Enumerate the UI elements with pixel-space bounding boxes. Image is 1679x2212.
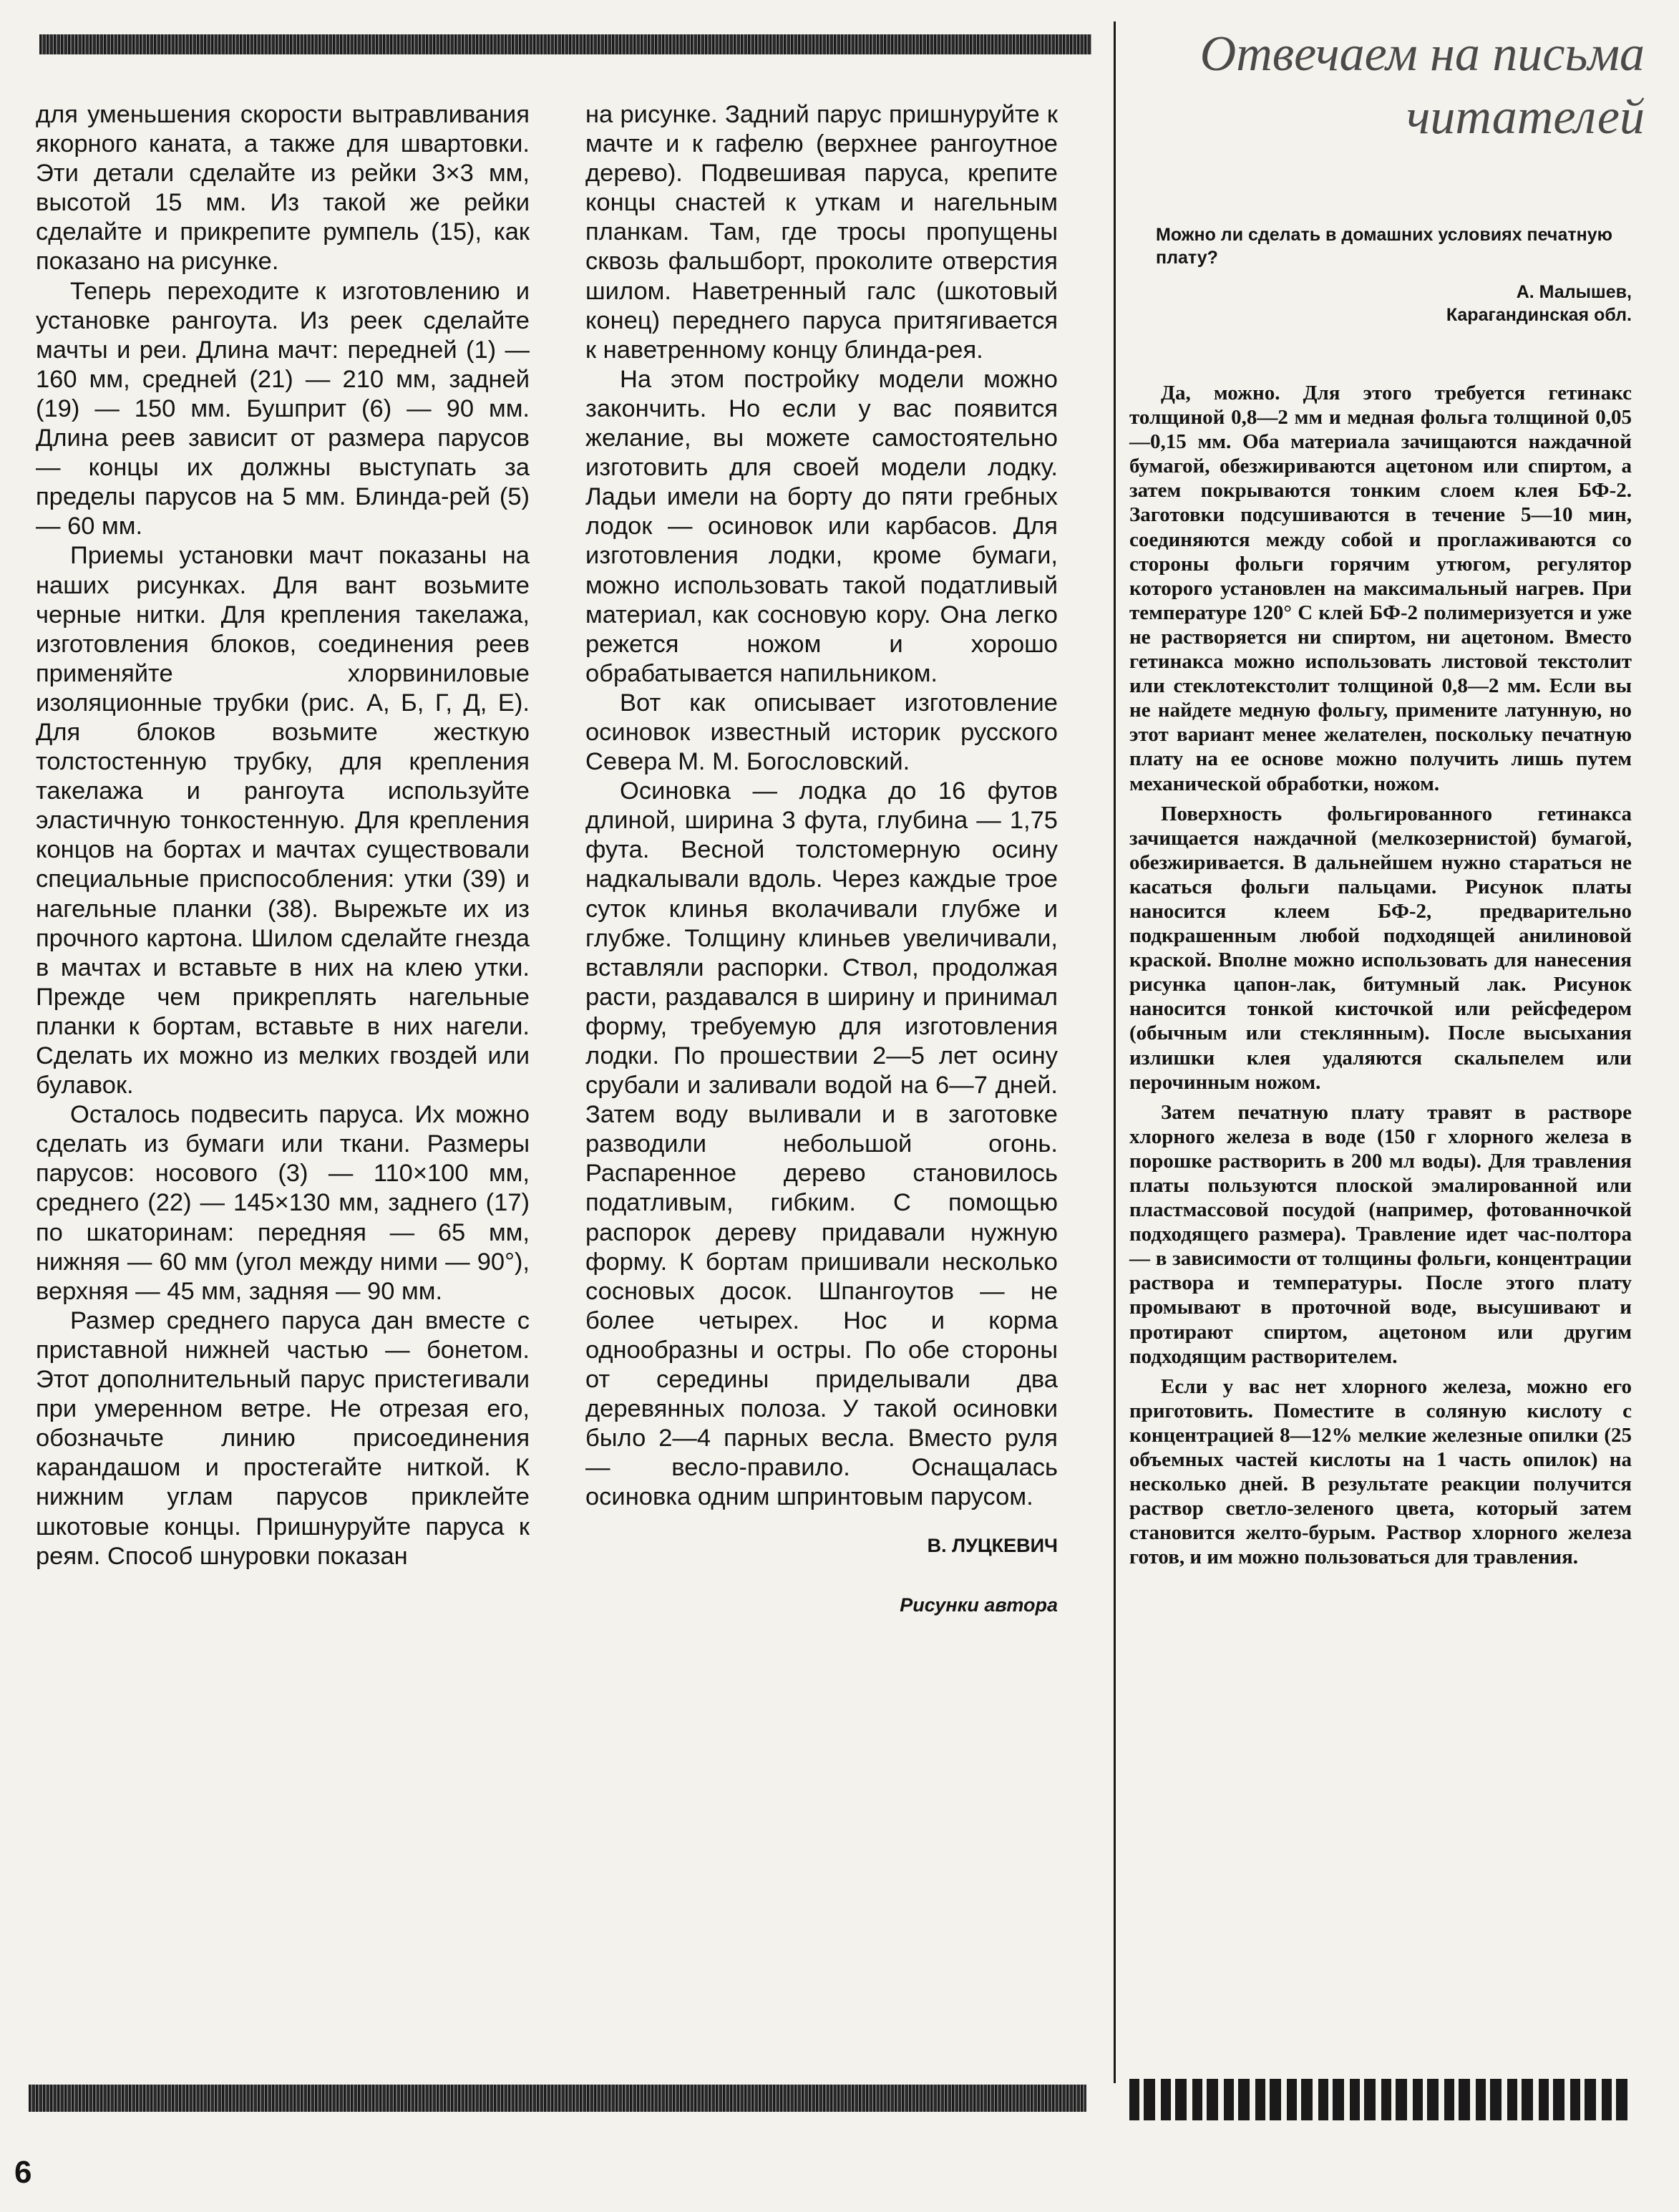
article-paragraph: Вот как описывает изготовление осиновок известный историк русского Севера М. М. Богословский. — [585, 689, 1058, 776]
article-paragraph: на рисунке. Задний парус пришнуруйте к мачте и к гафелю (верхнее рангоутное дерево). Подвешивая паруса, крепите концы снастей к уткам и нагельным планкам. Там, где тросы пропущены сквозь фальшборт, проколите отверстия шилом. Наветренный галс (шкотовый конец) переднего паруса притягивается к наветренному концу блинда-рея. — [585, 101, 1058, 364]
article-column-2 — [585, 100, 1058, 1620]
article-column-1 — [36, 100, 530, 1571]
answer-paragraph: Да, можно. Для этого требуется гетинакс толщиной 0,8—2 мм и медная фольга толщиной 0,05—0,15 мм. Оба материала зачищаются наждачной бумагой, обезжириваются ацетоном или спиртом, а затем покрываются тонким слоем клея БФ-2. Заготовки подсушиваются в течение 5—10 мин, соединяются между собой и проглаживаются со стороны фольги горячим утюгом, регулятор которого установлен на максимальный нагрев. При температуре 120° С клей БФ-2 полимеризуется и уже не растворяется ни спиртом, ни ацетоном. Вместо гетинакса можно использовать листовой текстолит или стеклотекстолит толщиной 0,8—2 мм. Если вы не найдете медную фольгу, примените латунную, но этот вариант менее желателен, поскольку печатную плату на ее основе можно получить лишь путем механической обработки, ножом. — [1129, 382, 1632, 795]
article-paragraph: для уменьшения скорости вытравливания якорного каната, а также для швартовки. Эти детали сделайте из рейки 3×3 мм, высотой 15 мм. Из такой же рейки сделайте и прикрепите румпель (15), как показано на рисунке. — [36, 101, 530, 276]
sidebar-bottom-ornament — [1129, 2079, 1630, 2120]
sidebar-heading: Отвечаем на письма читателей — [1199, 26, 1645, 145]
answer-paragraph: Если у вас нет хлорного железа, можно его приготовить. Поместите в соляную кислоту с концентрацией 8—12% мелкие железные опилки (25 объемных частей кислоты на 1 часть опилок) на несколько дней. В результате реакции получится раствор светло-зеленого цвета, который затем становится желто-бурым. Раствор хлорного железа готов, и им можно пользоваться для травления. — [1129, 1374, 1632, 1569]
article-paragraph: Теперь переходите к изготовлению и установке рангоута. Из реек сделайте мачты и реи. Длина мачт: передней (1) — 160 мм, средней (21) — 210 мм, задней (19) — 150 мм. Бушприт (6) — 90 мм. Длина реев зависит от размера парусов — концы их должны выступать за пределы парусов на 5 мм. Блинда-рей (5) — 60 мм. — [36, 277, 530, 540]
drawings-credit: Рисунки автора — [900, 1593, 1058, 1616]
question-author-region: Карагандинская обл. — [1446, 305, 1632, 325]
page-number: 6 — [14, 2155, 32, 2190]
top-decorative-band — [39, 34, 1091, 54]
article-paragraph: Размер среднего паруса дан вместе с приставной нижней частью — бонетом. Этот дополнительный парус пристегивали при умеренном ветре. Не отрезая его, обозначьте линию присоединения карандашом и простегайте ниткой. К нижним углам парусов приклейте шкотовые концы. Пришнуруйте паруса к реям. Способ шнуровки показан — [36, 1306, 530, 1570]
answer-paragraph: Затем печатную плату травят в растворе хлорного железа в воде (150 г хлорного железа в порошке растворить в 200 мл воды). Для травления платы пользуются плоской эмалированной или пластмассовой посудой (например, фотованночкой подходящего размера). Травление идет час-полтора — в зависимости от толщины фольги, концентрации раствора и температуры. После этого плату промывают в проточной воде, высушивают и протирают спиртом, ацетоном или другим подходящим растворителем. — [1129, 1100, 1632, 1368]
article-paragraph: На этом постройку модели можно закончить. Но если у вас появится желание, вы можете самостоятельно изготовить для своей модели лодку. Ладьи имели на борту до пяти гребных лодок — осиновок или карбасов. Для изготовления лодки, кроме бумаги, можно использовать такой податливый материал, как сосновую кору. Она легко режется ножом и хорошо обрабатывается напильником. — [585, 365, 1058, 687]
question-author — [1217, 281, 1632, 326]
article-paragraph: Приемы установки мачт показаны на наших рисунках. Для вант возьмите черные нитки. Для крепления такелажа, изготовления блоков, соединения реев применяйте хлорвиниловые изоляционные трубки (рис. А, Б, Г, Д, Е). Для блоков возьмите жесткую толстостенную трубку, для крепления такелажа и рангоута используйте эластичную тонкостенную. Для крепления концов на бортах и мачтах существовали специальные приспособления: утки (39) и нагельные планки (38). Вырежьте их из прочного картона. Шилом сделайте гнезда в мачтах и вставьте в них на клею утки. Прежде чем прикреплять нагельные планки к бортам, вставьте в них нагели. Сделать их можно из мелких гвоздей или булавок. — [36, 542, 530, 1100]
article-paragraph: Осталось подвесить паруса. Их можно сделать из бумаги или ткани. Размеры парусов: носового (3) — 110×100 мм, среднего (22) — 145×130 мм, заднего (17) по шкаторинам: передняя — 65 мм, нижняя — 60 мм (угол между ними — 90°), верхняя — 45 мм, задняя — 90 мм. — [36, 1101, 530, 1305]
bottom-decorative-band — [29, 2085, 1086, 2112]
answer-paragraph: Поверхность фольгированного гетинакса зачищается наждачной (мелкозернистой) бумагой, обезжиривается. В дальнейшем нужно стараться не касаться фольги пальцами. Рисунок платы наносится клеем БФ-2, предварительно подкрашенным любой подходящей анилиновой краской. Вполне можно использовать для нанесения рисунка цапон-лак, битумный лак. Рисунок наносится тонкой кисточкой или рейсфедером (обычным или стеклянным). После высыхания излишки клея удаляются скальпелем или перочинным ножом. — [1129, 802, 1632, 1094]
question-author-name: А. Малышев, — [1516, 282, 1632, 302]
article-author: В. ЛУЦКЕВИЧ — [927, 1534, 1058, 1556]
column-divider — [1114, 21, 1116, 2083]
article-paragraph: Осиновка — лодка до 16 футов длиной, ширина 3 фута, глубина — 1,75 фута. Весной толстомерную осину надкалывали вдоль. Через каждые трое суток клинья вколачивали глубже и глубже. Толщину клиньев увеличивали, вставляли распорки. Ствол, продолжая расти, раздавался в ширину и принимал форму, требуемую для изготовления лодки. По прошествии 2—5 лет осину срубали и заливали водой на 6—7 дней. Затем воду выливали и в заготовке разводили небольшой огонь. Распаренное дерево становилось податливым, гибким. С помощью распорок дереву придавали нужную форму. К бортам пришивали несколько сосновых досок. Шпангоутов — не более четырех. Нос и корма однообразны и остры. По обе стороны от середины приделывали два деревянных полоза. У такой осиновки было 2—4 парных весла. Вместо руля — весло-правило. Оснащалась осиновка одним шпринтовым парусом. — [585, 777, 1058, 1511]
answer-text — [1129, 381, 1632, 1576]
reader-question: Можно ли сделать в домашних условиях печатную плату? — [1156, 225, 1612, 268]
